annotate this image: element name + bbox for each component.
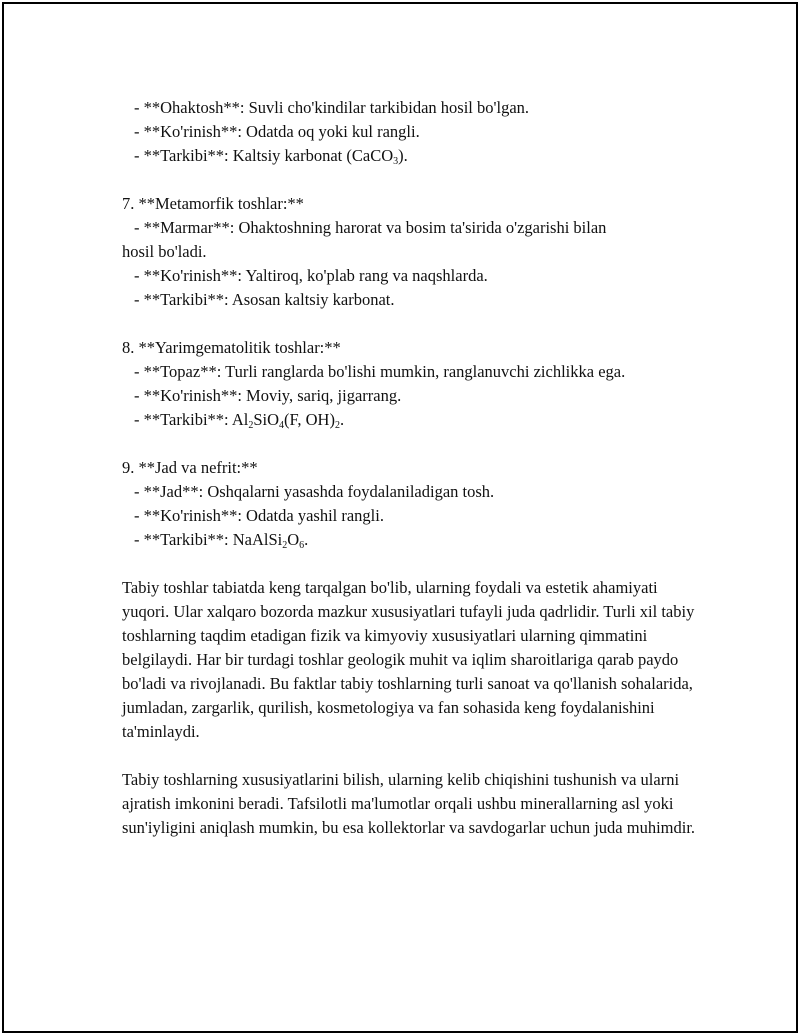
section-heading-9: 9. **Jad va nefrit:** [122,458,258,477]
list-item-korinish: - **Ko'rinish**: Moviy, sariq, jigarrang. [134,386,402,405]
list-item-korinish: - **Ko'rinish**: Yaltiroq, ko'plab rang va naqshlarda. [134,266,488,285]
section-heading-7: 7. **Metamorfik toshlar:** [122,194,304,213]
list-item-tarkibi: - **Tarkibi**: $Al_2SiO_4(F$, $OH)_2$. [134,410,345,431]
list-item-topaz: - **Topaz**: Turli ranglarda bo'lishi mumkin, ranglanuvchi zichlikka ega. [134,362,626,381]
list-item-tarkibi: - **Tarkibi**: Kaltsiy karbonat (CaCO$_3$). [134,146,408,167]
body-paragraph-2: Tabiy toshlarning xususiyatlarini bilish, ularning kelib chiqishini tushunish va ularni ajratish imkonini beradi. Tafsilotli ma'lumotlar orqali ushbu minerallarning asl yoki sun'iyligini aniqlash mumkin, bu esa kollektorlar va savdogarlar uchun juda muhimdir. [122,770,696,837]
body-paragraph-1: Tabiy toshlar tabiatda keng tarqalgan bo'lib, ularning foydali va estetik ahamiyati yuqori. Ular xalqaro bozorda mazkur xususiyatlari tufayli juda qadrlidir. Turli xil tabiy toshlarning taqdim etadigan fizik va kimyoviy xususiyatlari ularning qimmatini belgilaydi. Har bir turdagi toshlar geologik muhit va iqlim sharoitlariga qarab paydo bo'ladi va rivojlanadi. Bu faktlar tabiy toshlarning turli sanoat va qo'llanish sohalarida, jumladan, zargarlik, qurilish, kosmetologiya va fan sohasida keng foydalanishini ta'minlaydi. [122,578,695,741]
list-item-marmar: - **Marmar**: Ohaktoshning harorat va bosim ta'sirida o'zgarishi bilan [134,218,607,237]
section-heading-8: 8. **Yarimgematolitik toshlar:** [122,338,341,357]
list-item-ohaktosh: - **Ohaktosh**: Suvli cho'kindilar tarkibidan hosil bo'lgan. [134,98,530,117]
list-item-korinish: - **Ko'rinish**: Odatda yashil rangli. [134,506,384,525]
document-body [122,96,702,840]
list-item-korinish: - **Ko'rinish**: Odatda oq yoki kul rangli. [134,122,420,141]
list-item-marmar-continuation: hosil bo'ladi. [122,242,207,261]
list-item-tarkibi: - **Tarkibi**: Asosan kaltsiy karbonat. [134,290,395,309]
list-item-tarkibi: - **Tarkibi**: $NaAlSi_2O_6$. [134,530,309,551]
list-item-jad: - **Jad**: Oshqalarni yasashda foydalaniladigan tosh. [134,482,495,501]
document-page [2,2,798,1033]
